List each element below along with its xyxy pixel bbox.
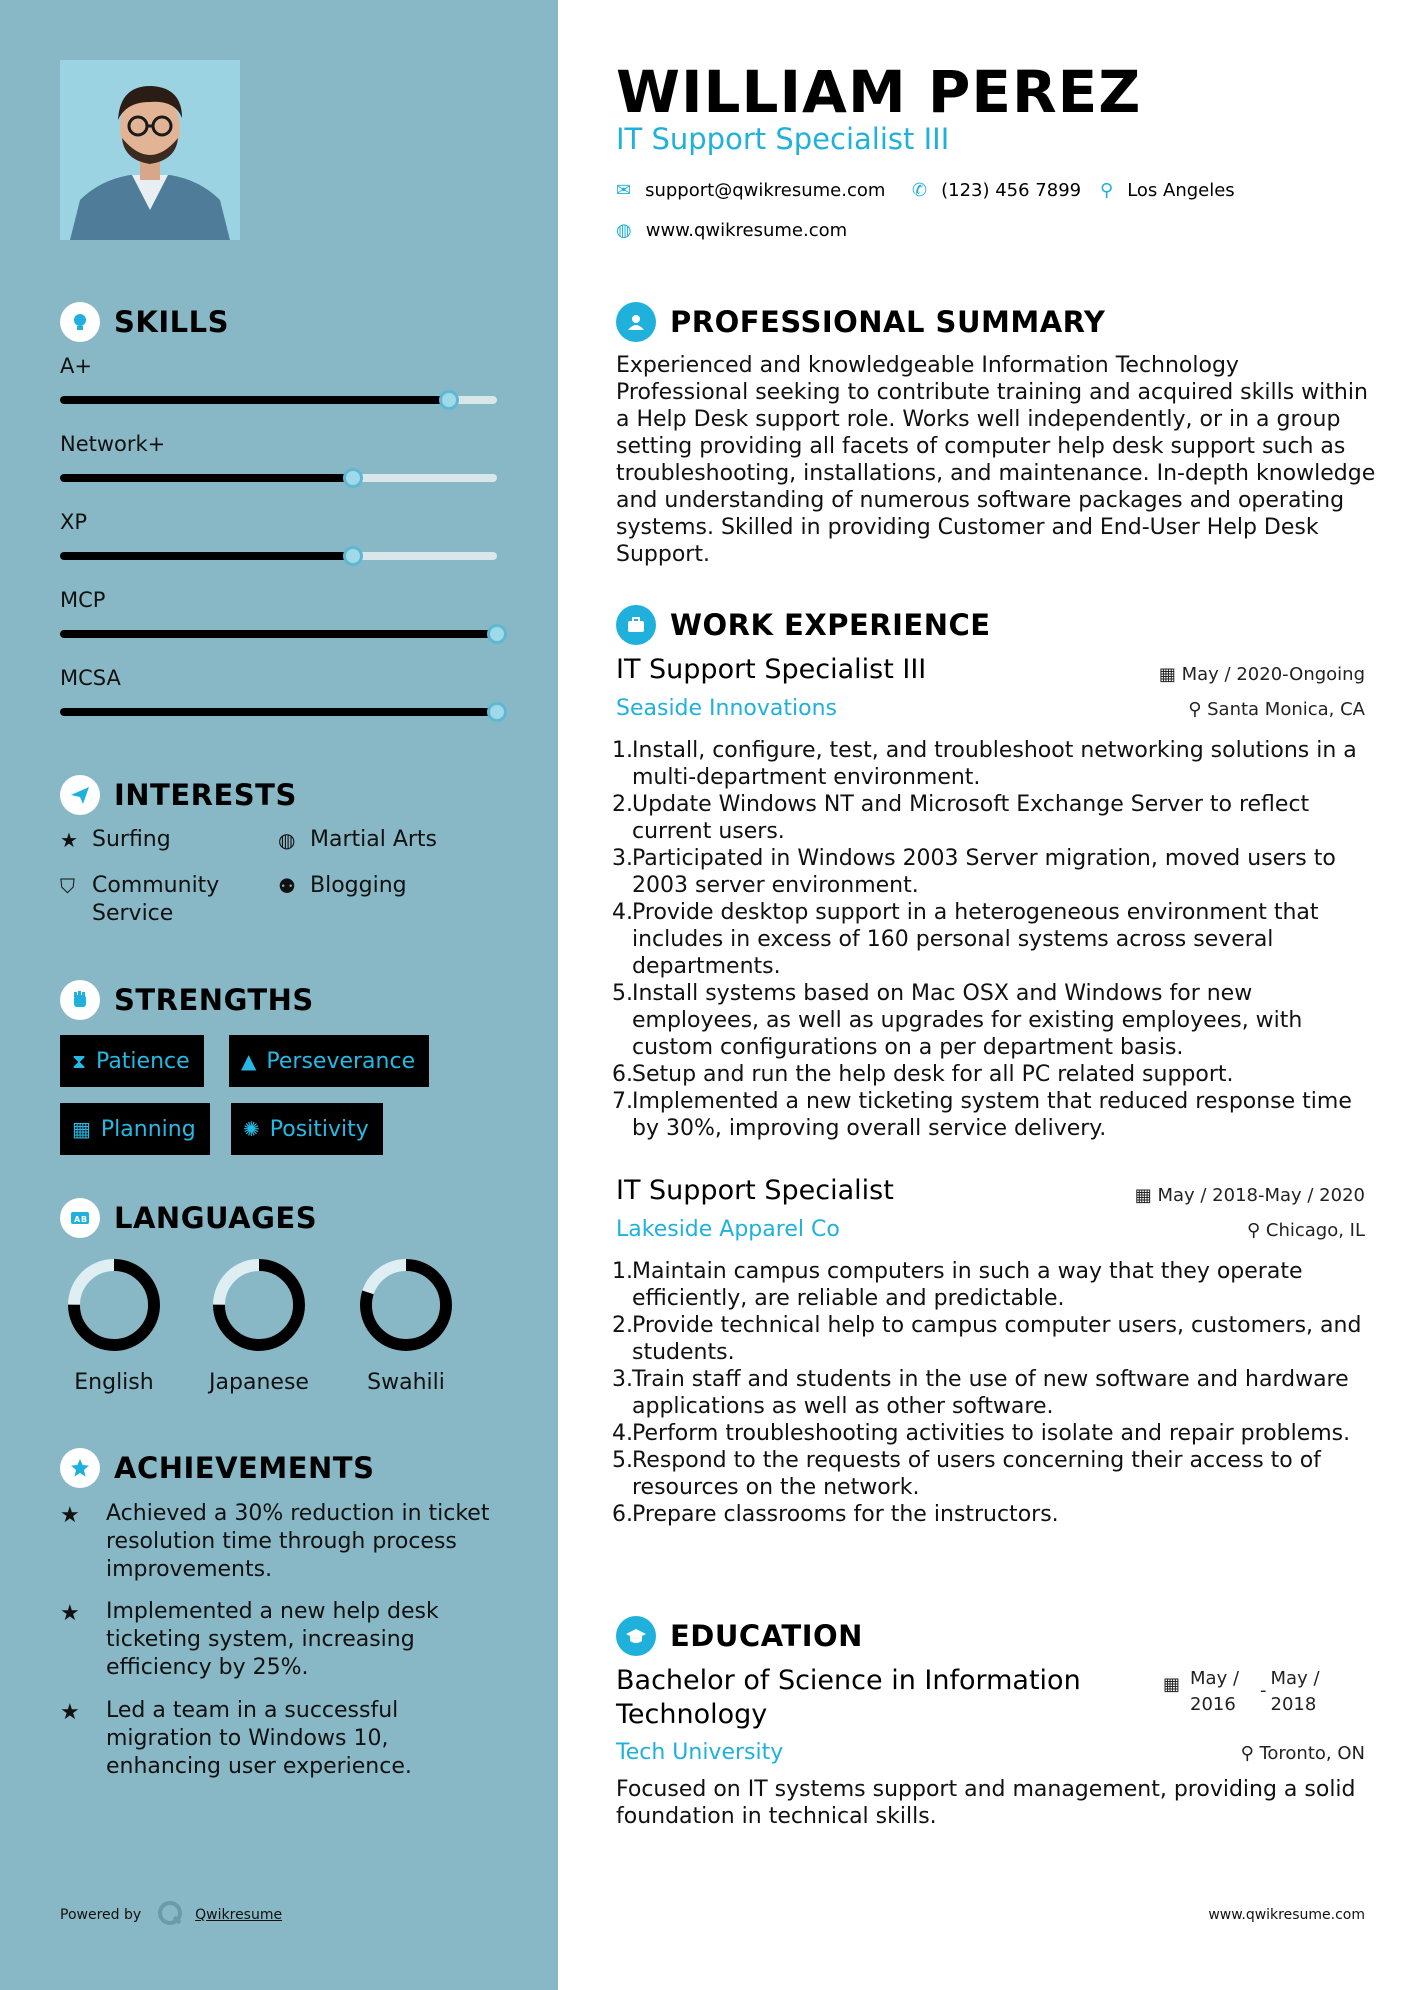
svg-text:A: A bbox=[74, 1215, 81, 1224]
strength-badge: ✺ Positivity bbox=[231, 1103, 383, 1155]
calendar-icon: ▦ bbox=[1134, 1185, 1158, 1206]
skill-bar-knob bbox=[343, 468, 363, 488]
strengths-heading: STRENGTHS bbox=[60, 980, 314, 1020]
list-number: 4. bbox=[612, 900, 633, 925]
job-location: ⚲ Santa Monica, CA bbox=[1188, 699, 1365, 720]
skill-bar-knob bbox=[487, 624, 507, 644]
list-number: 5. bbox=[612, 1448, 633, 1473]
language-label: Swahili bbox=[367, 1370, 445, 1395]
contact-location: ⚲ Los Angeles bbox=[1100, 180, 1235, 201]
education-heading: EDUCATION bbox=[616, 1616, 863, 1656]
candidate-role: IT Support Specialist III bbox=[616, 122, 950, 156]
list-number: 6. bbox=[612, 1062, 633, 1087]
language-ring bbox=[356, 1255, 456, 1355]
skill-bar bbox=[60, 630, 497, 638]
list-text: Update Windows NT and Microsoft Exchange Server to reflect current users. bbox=[632, 792, 1310, 844]
contact-phone: ✆ (123) 456 7899 bbox=[912, 180, 1082, 201]
list-number: 2. bbox=[612, 792, 633, 817]
skill-bar-fill bbox=[60, 396, 449, 404]
achievement-item: ★ Led a team in a successful migration to Windows 10, enhancing user experience. bbox=[60, 1698, 412, 1779]
school-name: Tech University bbox=[616, 1740, 784, 1765]
skill-bar-knob bbox=[487, 702, 507, 722]
list-text: Provide desktop support in a heterogeneous environment that includes in excess of 160 personal systems across several departments. bbox=[632, 900, 1319, 979]
achievement-item: ★ Implemented a new help desk ticketing system, increasing efficiency by 25%. bbox=[60, 1599, 439, 1680]
strength-badge: ⧗ Patience bbox=[60, 1035, 204, 1087]
list-item bbox=[612, 1366, 1382, 1420]
job-company: Seaside Innovations bbox=[616, 696, 837, 721]
achievement-item: ★ Achieved a 30% reduction in ticket resolution time through process improvements. bbox=[60, 1501, 490, 1582]
list-item bbox=[612, 1447, 1382, 1501]
skill-bar-knob bbox=[343, 546, 363, 566]
job-title: IT Support Specialist bbox=[616, 1175, 894, 1206]
strength-badge: ▦ Planning bbox=[60, 1103, 210, 1155]
skill-bar-fill bbox=[60, 630, 497, 638]
language-label: English bbox=[74, 1370, 154, 1395]
skill-label: MCSA bbox=[60, 666, 121, 690]
lightbulb-icon bbox=[60, 302, 100, 342]
map-pin-icon: ⚲ bbox=[1100, 180, 1114, 201]
skill-bar-fill bbox=[60, 552, 353, 560]
pushpin-icon: ⚲ bbox=[1240, 1743, 1260, 1764]
star-badge-icon bbox=[60, 1448, 100, 1488]
summary-heading: PROFESSIONAL SUMMARY bbox=[616, 302, 1105, 342]
user-icon bbox=[616, 302, 656, 342]
list-text: Train staff and students in the use of new software and hardware applications as well as other software. bbox=[632, 1367, 1349, 1419]
list-text: Install systems based on Mac OSX and Windows for new employees, as well as upgrades for existing employees, with custom configurations on a per department basis. bbox=[632, 981, 1303, 1060]
svg-text:B: B bbox=[81, 1215, 88, 1224]
achievements-heading: ACHIEVEMENTS bbox=[60, 1448, 374, 1488]
powered-by: Powered by Qwikresume bbox=[60, 1900, 282, 1930]
list-text: Perform troubleshooting activities to isolate and repair problems. bbox=[632, 1421, 1351, 1446]
interests-heading: INTERESTS bbox=[60, 775, 297, 815]
skill-label: XP bbox=[60, 510, 88, 534]
degree-title: Bachelor of Science in Information Technology bbox=[616, 1665, 1081, 1730]
strength-badge: ▲ Perseverance bbox=[229, 1035, 429, 1087]
job-dates: ▦ May / 2020-Ongoing bbox=[1158, 664, 1365, 685]
skill-label: MCP bbox=[60, 588, 106, 612]
summary-text: Experienced and knowledgeable Information Technology Professional seeking to contribute training and acquired skills within a Help Desk support role. Works well independently, or in a group setting providing all facets of computer help desk support such as troubleshooting, installations, and maintenance. In-depth knowledge and understanding of numerous software packages and operating systems. Skilled in providing Customer and End-User Help Desk Support. bbox=[616, 353, 1376, 567]
stars-icon: ★ bbox=[60, 1601, 80, 1626]
list-text: Participated in Windows 2003 Server migration, moved users to 2003 server environment. bbox=[632, 846, 1336, 898]
language-ring bbox=[64, 1255, 164, 1355]
list-text: Install, configure, test, and troubleshoot networking solutions in a multi-department environment. bbox=[632, 738, 1357, 790]
sidebar bbox=[0, 0, 558, 1990]
stars-icon: ★ bbox=[60, 1503, 80, 1528]
list-item bbox=[612, 1088, 1382, 1142]
skills-heading: SKILLS bbox=[60, 302, 229, 342]
language-ring bbox=[209, 1255, 309, 1355]
job-duties bbox=[612, 1258, 1382, 1528]
fist-icon bbox=[60, 980, 100, 1020]
briefcase-icon bbox=[616, 605, 656, 645]
school-location: ⚲ Toronto, ON bbox=[1240, 1743, 1365, 1764]
contact-email: ✉ support@qwikresume.com bbox=[616, 180, 886, 201]
calendar-icon: ▦ bbox=[72, 1117, 91, 1141]
list-item bbox=[612, 737, 1382, 791]
job-location: ⚲ Chicago, IL bbox=[1246, 1220, 1365, 1241]
job-company: Lakeside Apparel Co bbox=[616, 1217, 840, 1242]
education-description: Focused on IT systems support and management, providing a solid foundation in technical skills. bbox=[616, 1777, 1356, 1829]
list-number: 3. bbox=[612, 846, 633, 871]
stars-icon: ★ bbox=[60, 1700, 80, 1725]
list-item bbox=[612, 1312, 1382, 1366]
list-item bbox=[612, 980, 1382, 1061]
globe-icon: ◍ bbox=[616, 220, 632, 241]
job-dates: ▦ May / 2018-May / 2020 bbox=[1134, 1185, 1365, 1206]
list-number: 3. bbox=[612, 1367, 633, 1392]
job-title: IT Support Specialist III bbox=[616, 654, 927, 685]
list-number: 2. bbox=[612, 1313, 633, 1338]
shield-icon: ⛉ bbox=[60, 874, 75, 898]
phone-icon: ✆ bbox=[912, 180, 928, 201]
list-text: Respond to the requests of users concerning their access to of resources on the network. bbox=[632, 1448, 1321, 1500]
language-icon bbox=[60, 1198, 100, 1238]
list-text: Provide technical help to campus computer users, customers, and students. bbox=[632, 1313, 1362, 1365]
list-number: 4. bbox=[612, 1421, 633, 1446]
list-number: 1. bbox=[612, 1259, 633, 1284]
languages-heading: A B LANGUAGES bbox=[60, 1198, 317, 1238]
skill-bar bbox=[60, 552, 497, 560]
graduation-cap-icon bbox=[616, 1616, 656, 1656]
list-item bbox=[612, 1501, 1382, 1528]
contact-website: ◍ www.qwikresume.com bbox=[616, 220, 848, 241]
list-number: 6. bbox=[612, 1502, 633, 1527]
list-number: 7. bbox=[612, 1089, 633, 1114]
qwikresume-logo-icon bbox=[157, 1900, 183, 1930]
main-content bbox=[558, 0, 1407, 1990]
interest-item: ◍ Martial Arts bbox=[278, 827, 438, 852]
road-icon: ▲ bbox=[241, 1049, 257, 1073]
pushpin-icon: ⚲ bbox=[1188, 699, 1208, 720]
hourglass-icon: ⧗ bbox=[72, 1049, 87, 1073]
list-text: Implemented a new ticketing system that reduced response time by 30%, improving overall service delivery. bbox=[632, 1089, 1352, 1141]
skill-bar bbox=[60, 708, 497, 716]
language-label: Japanese bbox=[209, 1370, 309, 1395]
skill-bar bbox=[60, 396, 497, 404]
list-text: Maintain campus computers in such a way that they operate efficiently, are reliable and predictable. bbox=[632, 1259, 1303, 1311]
interest-item: ★ Surfing bbox=[60, 827, 171, 852]
users-icon: ⚉ bbox=[278, 874, 296, 898]
skill-bar-fill bbox=[60, 474, 353, 482]
list-text: Prepare classrooms for the instructors. bbox=[632, 1502, 1059, 1527]
skill-bar-knob bbox=[439, 390, 459, 410]
sun-icon: ✺ bbox=[243, 1117, 260, 1141]
pushpin-icon: ⚲ bbox=[1246, 1220, 1266, 1241]
skill-bar-fill bbox=[60, 708, 497, 716]
job-duties bbox=[612, 737, 1382, 1142]
skill-bar bbox=[60, 474, 497, 482]
experience-heading: WORK EXPERIENCE bbox=[616, 605, 991, 645]
globe-icon: ◍ bbox=[278, 828, 296, 852]
skill-label: Network+ bbox=[60, 432, 166, 456]
interest-item: ⚉ Blogging bbox=[278, 873, 407, 898]
calendar-icon: ▦ bbox=[1163, 1674, 1181, 1695]
list-item bbox=[612, 845, 1382, 899]
list-text: Setup and run the help desk for all PC related support. bbox=[632, 1062, 1234, 1087]
profile-photo bbox=[60, 60, 240, 240]
list-item bbox=[612, 1258, 1382, 1312]
footer-url[interactable]: www.qwikresume.com bbox=[1208, 1907, 1365, 1923]
list-number: 5. bbox=[612, 981, 633, 1006]
brand-link[interactable]: Qwikresume bbox=[195, 1907, 283, 1923]
envelope-icon: ✉ bbox=[616, 180, 632, 201]
list-item bbox=[612, 899, 1382, 980]
interest-item: ⛉ Community Service bbox=[60, 873, 220, 926]
calendar-icon: ▦ bbox=[1158, 664, 1182, 685]
list-item bbox=[612, 1420, 1382, 1447]
skill-label: A+ bbox=[60, 354, 92, 378]
paper-plane-icon bbox=[60, 775, 100, 815]
list-number: 1. bbox=[612, 738, 633, 763]
candidate-name: WILLIAM PEREZ bbox=[616, 58, 1142, 126]
education-dates: ▦ May / 2016 - May / 2018 bbox=[1163, 1666, 1341, 1718]
list-item bbox=[612, 1061, 1382, 1088]
star-icon: ★ bbox=[60, 828, 78, 852]
list-item bbox=[612, 791, 1382, 845]
